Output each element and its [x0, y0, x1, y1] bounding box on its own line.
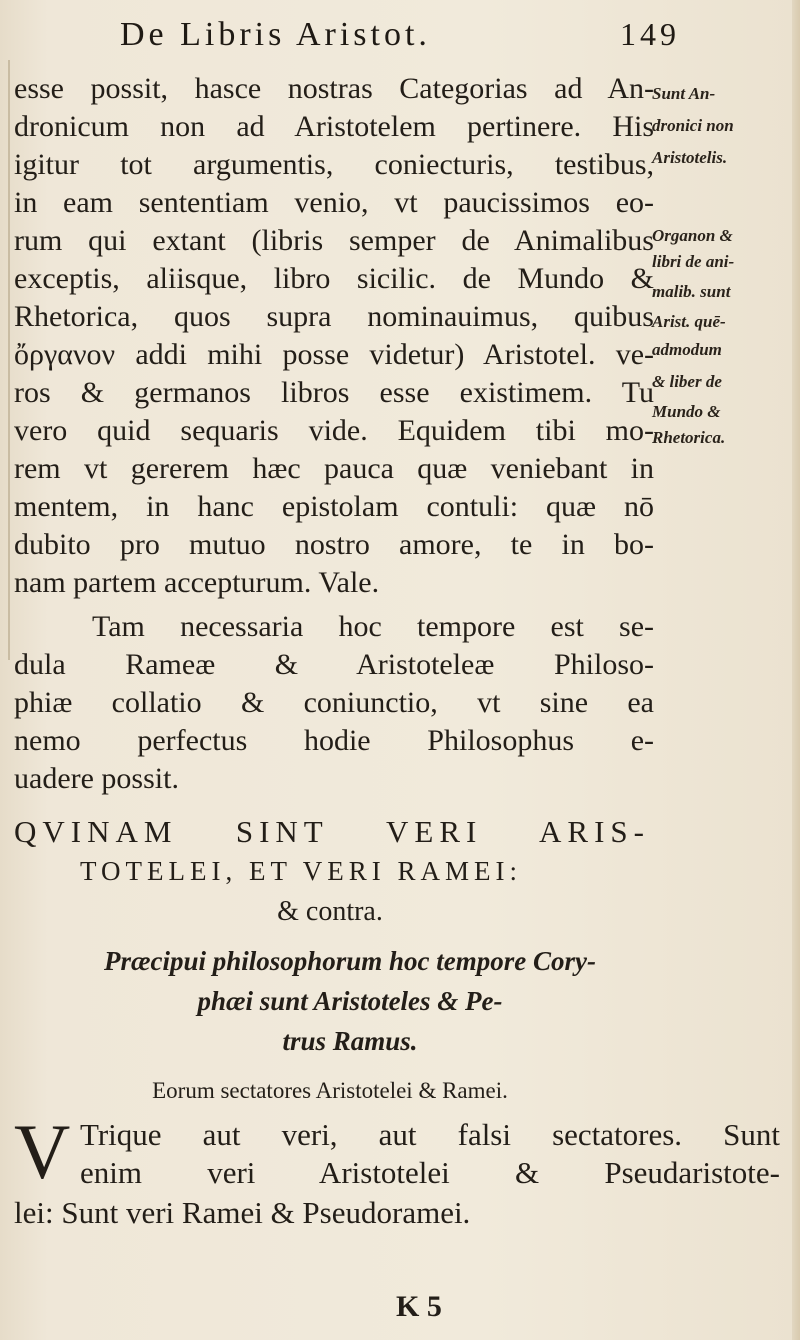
margin-note-line: libri de ani- — [652, 252, 735, 271]
text-line: igitur tot argumentis, coniecturis, testibus, — [14, 148, 654, 181]
text-line: esse possit, hasce nostras Categorias ad An- — [14, 72, 654, 105]
binding-gutter — [8, 60, 10, 660]
margin-note-line: Mundo & — [652, 402, 721, 421]
text-line: phiæ collatio & coniunctio, vt sine ea — [14, 686, 654, 719]
text-line: ὄργανον addi mihi posse videtur) Aristotel. ve- — [14, 338, 654, 371]
text-line: dubito pro mutuo nostro amore, te in bo- — [14, 528, 654, 561]
margin-note-line: admodum — [652, 340, 722, 359]
margin-note-line: dronici non — [652, 116, 734, 135]
text-line: ros & germanos libros esse existimem. Tu — [14, 376, 654, 409]
text-line: lei: Sunt veri Ramei & Pseudoramei. — [14, 1195, 471, 1230]
text-line: nam partem accepturum. Vale. — [14, 566, 380, 599]
italic-summary-line: phæi sunt Aristoteles & Pe- — [197, 986, 503, 1016]
drop-cap: V — [14, 1108, 71, 1195]
section-heading-line-2: TOTELEI, ET VERI RAMEI: — [80, 856, 522, 886]
italic-summary-line: Præcipui philosophorum hoc tempore Cory- — [103, 946, 597, 976]
margin-note-line: Aristotelis. — [652, 148, 728, 167]
running-title: De Libris Aristot. — [120, 16, 431, 53]
text-line: enim veri Aristotelei & Pseudaristote- — [80, 1155, 780, 1190]
text-line: in eam sententiam venio, vt paucissimos eo- — [14, 186, 654, 219]
text-line: uadere possit. — [14, 762, 179, 795]
margin-note-line: Organon & — [652, 226, 733, 245]
text-line: nemo perfectus hodie Philosophus e- — [14, 724, 654, 757]
text-line: dula Rameæ & Aristoteleæ Philoso- — [14, 648, 654, 681]
margin-note-line: malib. sunt — [652, 282, 731, 301]
signature-mark: K 5 — [396, 1290, 442, 1323]
margin-note-line: & liber de — [652, 372, 722, 391]
text-line: Rhetorica, quos supra nominauimus, quibus — [14, 300, 654, 333]
subheading: Eorum sectatores Aristotelei & Ramei. — [152, 1078, 508, 1103]
text-line: Trique aut veri, aut falsi sectatores. Sunt — [80, 1117, 780, 1152]
margin-note-line: Rhetorica. — [652, 428, 726, 447]
text-line: exceptis, aliisque, libro sicilic. de Mundo & — [14, 262, 654, 295]
margin-note-line: Sunt An- — [652, 84, 716, 103]
page-edge — [792, 0, 800, 1340]
running-header — [120, 16, 680, 56]
page-number: 149 — [620, 16, 680, 52]
text-line: Tam necessaria hoc tempore est se- — [92, 610, 654, 643]
text-line: rum qui extant (libris semper de Animalibus — [14, 224, 654, 257]
margin-note-line: Arist. quē- — [652, 312, 726, 331]
section-heading-line-3: & contra. — [277, 896, 383, 927]
text-line: vero quid sequaris vide. Equidem tibi mo- — [14, 414, 654, 447]
italic-summary-line: trus Ramus. — [282, 1026, 418, 1056]
section-heading: QVINAM SINT VERI ARIS- — [14, 814, 650, 849]
text-line: dronicum non ad Aristotelem pertinere. His — [14, 110, 654, 143]
text-line: rem vt gererem hæc pauca quæ veniebant in — [14, 452, 654, 485]
text-line: mentem, in hanc epistolam contuli: quæ nō — [14, 490, 654, 523]
